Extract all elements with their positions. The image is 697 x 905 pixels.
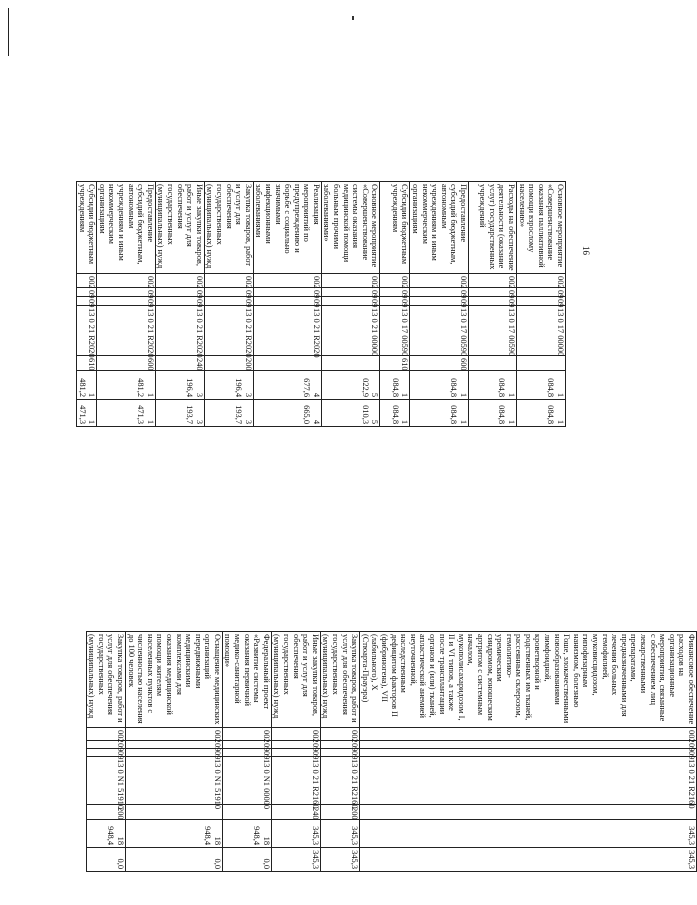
subsection-cell: 09	[360, 749, 697, 757]
amount-year-1-cell: 4 677,6	[253, 371, 321, 400]
amount-year-2-cell: 345,3	[271, 848, 320, 872]
expense-type-cell	[125, 805, 222, 820]
amount-year-2-cell: 1 084,8	[469, 400, 517, 427]
row-name-cell: Закупка товаров, работ и услуг для обеспечения государственных (муниципальных) нужд	[204, 182, 253, 274]
amount-year-2-cell: 1 084,8	[380, 400, 410, 427]
expense-type-cell	[321, 356, 380, 371]
target-article-cell: 13 0 21 R2160	[320, 757, 359, 805]
table-row	[360, 632, 697, 872]
amount-year-1-cell: 345,3	[360, 820, 697, 848]
row-name-cell: Иные закупки товаров, работ и услуг для обеспечения государственных (муниципальных) нужд	[155, 182, 204, 274]
target-article-cell: 13 0 21 R2020	[97, 306, 156, 356]
row-name-cell: Закупка товаров, работ и услуг для обеспечения государственных (муниципальных) нужд	[86, 632, 125, 728]
section-cell: 09	[517, 288, 566, 297]
amount-year-1-cell: 345,3	[320, 820, 359, 848]
budget-table-page-17	[86, 631, 697, 872]
amount-year-2-cell: 5 010,3	[321, 400, 380, 427]
target-article-cell: 13 0 21 R2160	[360, 757, 697, 805]
table-row	[222, 632, 271, 872]
row-name-cell: Предоставление субсидий бюджетным, автономным учреждениям и иным некоммерческим организациям	[97, 182, 156, 274]
section-cell: 09	[86, 741, 125, 749]
row-name-cell: Оснащение медицинских организаций передвижными медицинскими комплексами для оказания медицинской помощи жителям населенных пунктов с численностью населения до 100 человек	[125, 632, 222, 728]
table-row	[320, 632, 359, 872]
expense-type-cell: 240	[271, 805, 320, 820]
amount-year-2-cell: 345,3	[320, 848, 359, 872]
expense-type-cell	[253, 356, 321, 371]
ministry-code-cell: 002	[321, 274, 380, 288]
subsection-cell: 09	[86, 749, 125, 757]
row-name-cell: Закупка товаров, работ и услуг для обеспечения государственных (муниципальных) нужд	[320, 632, 359, 728]
subsection-cell: 09	[380, 297, 410, 306]
target-article-cell: 13 0 21 00000	[321, 306, 380, 356]
row-name-cell: Иные закупки товаров, работ и услуг для обеспечения государственных (муниципальных) нужд	[271, 632, 320, 728]
ministry-code-cell: 002	[155, 274, 204, 288]
target-article-cell: 13 0 N1 00000	[222, 757, 271, 805]
amount-year-1-cell: 1 084,8	[380, 371, 410, 400]
scan-speck	[352, 16, 354, 20]
table-row	[253, 182, 321, 427]
amount-year-2-cell: 1 084,8	[410, 400, 469, 427]
ministry-code-cell: 002	[77, 274, 97, 288]
section-cell: 09	[271, 741, 320, 749]
expense-type-cell: 200	[320, 805, 359, 820]
section-cell: 09	[321, 288, 380, 297]
amount-year-1-cell: 18 948,4	[86, 820, 125, 848]
table-row	[77, 182, 97, 427]
ministry-code-cell: 002	[97, 274, 156, 288]
amount-year-2-cell: 1 471,3	[77, 400, 97, 427]
amount-year-2-cell: 0,0	[222, 848, 271, 872]
expense-type-cell	[517, 356, 566, 371]
ministry-code-cell: 002	[222, 728, 271, 741]
expense-type-cell: 600	[97, 356, 156, 371]
ministry-code-cell: 002	[86, 728, 125, 741]
subsection-cell: 09	[77, 297, 97, 306]
subsection-cell: 09	[410, 297, 469, 306]
row-name-cell: Финансовое обеспечение расходов на организационные мероприятия, связанные с обеспечением лиц лекарственными препаратами, предназначенными для лечения больных гемофилией, муковисцидозом, гипофизарным нанизмом, болезнью Гоше, злокачественными новообразованиями лимфоидной, кроветворной и родственных им тканей, рассеянным склерозом, гемолитико-уремическим синдромом, юношеским артритом с системным началом, мукополисахаридозом I, II и VI типов, а также после трансплантации органов и (или) тканей, апластической анемией неуточненной, наследственным дефицитом факторов II (фибриногена), VII (лабильного), X (Стюарта-Прауэра)	[360, 632, 697, 728]
subsection-cell: 09	[271, 749, 320, 757]
row-name-cell: Реализация мероприятий по предупреждению и борьбе с социально значимыми инфекционными заболеваниями	[253, 182, 321, 274]
expense-type-cell: 610	[77, 356, 97, 371]
section-cell: 09	[155, 288, 204, 297]
section-cell: 09	[253, 288, 321, 297]
amount-year-1-cell: 1 084,8	[410, 371, 469, 400]
target-article-cell: 13 0 17 00000	[517, 306, 566, 356]
table-row	[125, 632, 222, 872]
table-row	[155, 182, 204, 427]
target-article-cell: 13 0 21 R2020	[77, 306, 97, 356]
target-article-cell: 13 0 21 R2160	[271, 757, 320, 805]
row-name-cell: Федеральный проект «Развитие системы оказания первичной медико-санитарной помощи»	[222, 632, 271, 728]
amount-year-2-cell: 3 193,7	[204, 400, 253, 427]
ministry-code-cell: 002	[360, 728, 697, 741]
ministry-code-cell: 002	[204, 274, 253, 288]
subsection-cell: 09	[97, 297, 156, 306]
target-article-cell: 13 0 17 00590	[410, 306, 469, 356]
section-cell: 09	[360, 741, 697, 749]
table-row	[86, 632, 125, 872]
amount-year-1-cell: 1 084,8	[517, 371, 566, 400]
subsection-cell: 09	[125, 749, 222, 757]
expense-type-cell: 200	[86, 805, 125, 820]
row-name-cell: Предоставление субсидий бюджетным, автономным учреждениям и иным некоммерческим организациям	[410, 182, 469, 274]
table-row	[517, 182, 566, 427]
target-article-cell: 13 0 N1 51910	[125, 757, 222, 805]
row-name-cell: Основное мероприятие «Совершенствование оказания паллиативной помощи взрослому населению»	[517, 182, 566, 274]
subsection-cell: 09	[204, 297, 253, 306]
target-article-cell: 13 0 17 00590	[380, 306, 410, 356]
section-cell: 09	[125, 741, 222, 749]
amount-year-1-cell: 5 022,9	[321, 371, 380, 400]
amount-year-1-cell: 3 196,4	[155, 371, 204, 400]
subsection-cell: 09	[320, 749, 359, 757]
ministry-code-cell: 002	[271, 728, 320, 741]
budget-table-page-16	[76, 181, 566, 427]
subsection-cell: 09	[469, 297, 517, 306]
section-cell: 09	[469, 288, 517, 297]
amount-year-2-cell: 345,3	[360, 848, 697, 872]
expense-type-cell	[469, 356, 517, 371]
ministry-code-cell: 002	[253, 274, 321, 288]
amount-year-2-cell: 0,0	[125, 848, 222, 872]
row-name-cell: Расходы на обеспечение деятельности (оказание услуг) государственных учреждений	[469, 182, 517, 274]
target-article-cell: 13 0 21 R2020	[204, 306, 253, 356]
target-article-cell: 13 0 21 R2020	[155, 306, 204, 356]
amount-year-1-cell: 18 948,4	[222, 820, 271, 848]
expense-type-cell	[360, 805, 697, 820]
amount-year-2-cell: 3 193,7	[155, 400, 204, 427]
amount-year-1-cell: 345,3	[271, 820, 320, 848]
amount-year-2-cell: 0,0	[86, 848, 125, 872]
ministry-code-cell: 002	[517, 274, 566, 288]
expense-type-cell: 200	[204, 356, 253, 371]
row-name-cell: Субсидии бюджетным учреждениям	[380, 182, 410, 274]
section-cell: 09	[222, 741, 271, 749]
ministry-code-cell: 002	[125, 728, 222, 741]
target-article-cell: 13 0 17 00590	[469, 306, 517, 356]
ministry-code-cell: 002	[469, 274, 517, 288]
amount-year-1-cell: 1 084,8	[469, 371, 517, 400]
table-row	[204, 182, 253, 427]
section-cell: 09	[204, 288, 253, 297]
table-row	[380, 182, 410, 427]
amount-year-1-cell: 18 948,4	[125, 820, 222, 848]
section-cell: 09	[77, 288, 97, 297]
amount-year-2-cell: 4 665,0	[253, 400, 321, 427]
subsection-cell: 09	[222, 749, 271, 757]
table-row	[271, 632, 320, 872]
subsection-cell: 09	[517, 297, 566, 306]
expense-type-cell: 600	[410, 356, 469, 371]
expense-type-cell: 610	[380, 356, 410, 371]
target-article-cell: 13 0 N1 51910	[86, 757, 125, 805]
subsection-cell: 09	[253, 297, 321, 306]
row-name-cell: Основное мероприятие «Совершенствование системы оказания медицинской помощи больным прочими заболеваниями»	[321, 182, 380, 274]
section-cell: 09	[380, 288, 410, 297]
table-row	[469, 182, 517, 427]
amount-year-2-cell: 1 471,3	[97, 400, 156, 427]
amount-year-1-cell: 1 481,2	[77, 371, 97, 400]
amount-year-1-cell: 1 481,2	[97, 371, 156, 400]
section-cell: 09	[410, 288, 469, 297]
ministry-code-cell: 002	[410, 274, 469, 288]
amount-year-1-cell: 3 196,4	[204, 371, 253, 400]
row-name-cell: Субсидии бюджетным учреждениям	[77, 182, 97, 274]
section-cell: 09	[320, 741, 359, 749]
table-row	[97, 182, 156, 427]
page-number-left: 16	[581, 246, 591, 255]
scan-margin-line	[8, 8, 9, 56]
subsection-cell: 09	[155, 297, 204, 306]
ministry-code-cell: 002	[320, 728, 359, 741]
amount-year-2-cell: 1 084,8	[517, 400, 566, 427]
ministry-code-cell: 002	[380, 274, 410, 288]
table-row	[410, 182, 469, 427]
expense-type-cell: 240	[155, 356, 204, 371]
table-row	[321, 182, 380, 427]
section-cell: 09	[97, 288, 156, 297]
subsection-cell: 09	[321, 297, 380, 306]
target-article-cell: 13 0 21 R2020	[253, 306, 321, 356]
